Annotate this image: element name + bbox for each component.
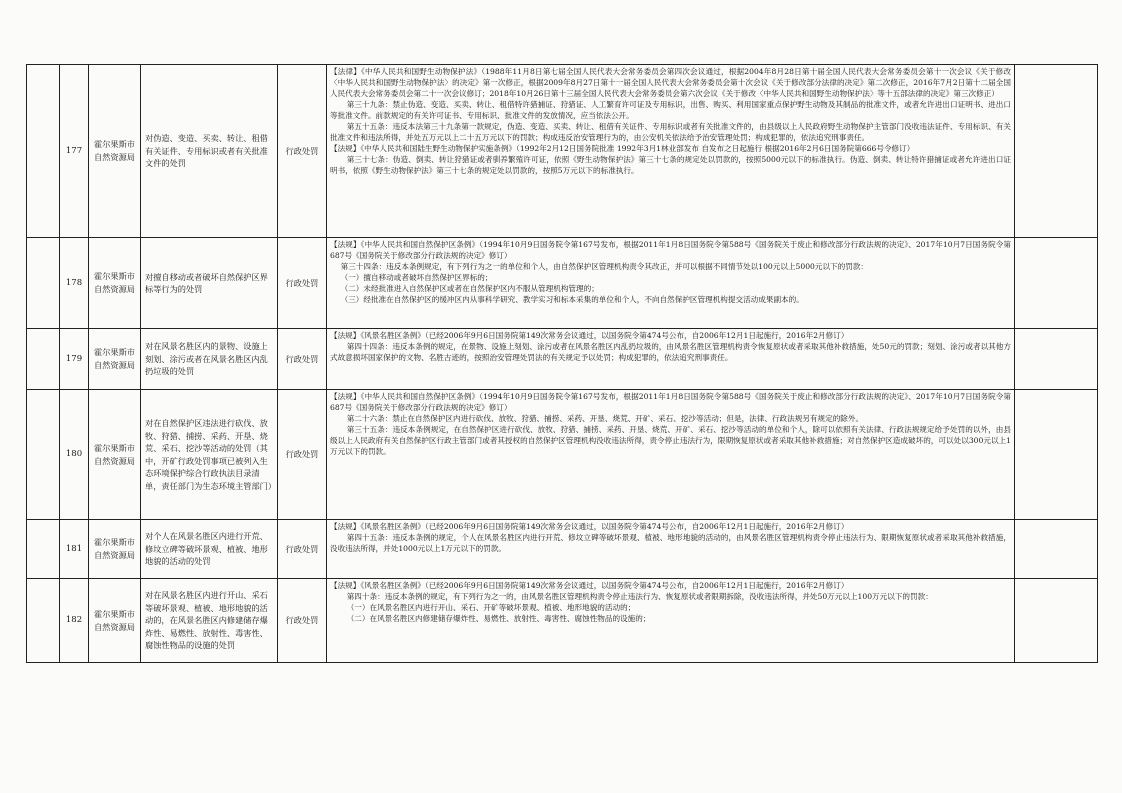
blank-cell: [1015, 390, 1098, 520]
basis-cell: [327, 238, 1015, 329]
basis-paragraph: 第四十条：违反本条例的规定，有下列行为之一的，由风景名胜区管理机构责令停止违法行为、恢复原状或者限期拆除，没收违法所得，并处50万元以上100万元以下的罚款：: [346, 592, 933, 601]
item-name-cell: 对在自然保护区违法进行砍伐、放牧、狩猎、捕捞、采药、开垦、烧荒、采石、挖沙等活动的处罚（其中，开矿行政处罚事项已被列入生态环境保护综合行政执法目录清单，责任部门为生态环境主管部门）: [141, 390, 278, 520]
table-row: [27, 65, 1098, 238]
row-number: 181: [60, 520, 89, 579]
department-cell: 霍尔果斯市自然资源局: [89, 579, 141, 663]
row-number: 182: [60, 579, 89, 663]
basis-paragraph: （一）擅自移动或者破坏自然保护区界标的；: [340, 273, 493, 282]
table-row: [27, 520, 1098, 579]
row-number: 177: [60, 65, 89, 238]
basis-paragraph: 第五十五条：违反本法第三十九条第一款规定，伪造、变造、买卖、转让、租借有关证件、专用标识或者有关批准文件的，由县级以上人民政府野生动物保护主管部门没收违法证件、专用标识、有关批准文件和违法所得，并处五万元以上二十五万元以下的罚款；构成违反治安管理行为的，由公安机关依法给予治安管理处罚；构成犯罪的，依法追究刑事责任。: [330, 122, 1011, 142]
basis-cell: [327, 65, 1015, 238]
blank-cell: [27, 520, 60, 579]
basis-paragraph: 【法律】《中华人民共和国野生动物保护法》（1988年11月8日第七届全国人民代表大会常务委员会第四次会议通过，根据2004年8月28日第十届全国人民代表大会常务委员会第十一次会议《关于修改〈中华人民共和国野生动物保护法〉的决定》第一次修正，根据2009年8月27日第十一届全国人民代表大会常务委员会第十次会议《关于修改部分法律的决定》第二次修正，2016年7月2日第十二届全国人民代表大会常务委员会第二十一次会议修订；2018年10月26日第十三届全国人民代表大会常务委员会第六次会议《关于修改〈中华人民共和国野生动物保护法〉等十五部法律的决定》第三次修正）: [330, 67, 1011, 98]
item-name-cell: 对在风景名胜区内进行开山、采石等破坏景观、植被、地形地貌的活动的，在风景名胜区内修建储存爆炸性、易燃性、放射性、毒害性、腐蚀性物品的设施的处罚: [141, 579, 278, 663]
blank-cell: [27, 390, 60, 520]
basis-paragraph: 【法规】《中华人民共和国陆生野生动物保护实施条例》（1992年2月12日国务院批准 1992年3月1林业部发布 自发布之日起施行 根据2016年2月6日国务院第666号令修订）: [330, 144, 915, 153]
table-row: [27, 238, 1098, 329]
row-number: 180: [60, 390, 89, 520]
basis-cell: [327, 390, 1015, 520]
basis-paragraph: 第三十五条：违反本条例规定，在自然保护区进行砍伐、放牧、狩猎、捕捞、采药、开垦、烧荒、开矿、采石、挖沙等活动的单位和个人，除可以依照有关法律、行政法规规定给予处罚的以外，由县级以上人民政府有关自然保护区行政主管部门或者其授权的自然保护区管理机构没收违法所得，责令停止违法行为，限期恢复原状或者采取其他补救措施；对自然保护区造成破坏的，可以处以300元以上1万元以下的罚款。: [330, 425, 1011, 456]
blank-cell: [27, 238, 60, 329]
blank-cell: [1015, 579, 1098, 663]
basis-cell: [327, 329, 1015, 390]
table-row: [27, 329, 1098, 390]
penalty-table: [26, 64, 1098, 663]
item-name-cell: 对个人在风景名胜区内进行开荒、修坟立碑等破坏景观、植被、地形地貌的活动的处罚: [141, 520, 278, 579]
basis-paragraph: 第四十四条：违反本条例的规定，在景物、设施上刻划、涂污或者在风景名胜区内乱扔垃圾的，由风景名胜区管理机构责令恢复原状或者采取其他补救措施，处50元的罚款；刻划、涂污或者以其他方式故意损坏国家保护的文物、名胜古迹的，按照治安管理处罚法的有关规定予以处罚；构成犯罪的，依法追究刑事责任。: [330, 342, 1011, 362]
basis-cell: [327, 579, 1015, 663]
kind-cell: 行政处罚: [278, 329, 327, 390]
department-cell: 霍尔果斯市自然资源局: [89, 329, 141, 390]
table-row: [27, 390, 1098, 520]
basis-cell: [327, 520, 1015, 579]
blank-cell: [1015, 520, 1098, 579]
basis-paragraph: （二）在风景名胜区内修建储存爆炸性、易燃性、放射性、毒害性、腐蚀性物品的设施的；: [346, 614, 651, 623]
basis-paragraph: （一）在风景名胜区内进行开山、采石、开矿等破坏景观、植被、地形地貌的活动的；: [346, 603, 636, 612]
basis-paragraph: 【法规】《风景名胜区条例》（已经2006年9月6日国务院第149次常务会议通过，以国务院令第474号公布，自2006年12月1日起施行，2016年2月修订）: [330, 331, 849, 340]
item-name-cell: 对伪造、变造、买卖、转让、租借有关证件、专用标识或者有关批准文件的处罚: [141, 65, 278, 238]
department-cell: 霍尔果斯市自然资源局: [89, 238, 141, 329]
basis-paragraph: 【法规】《中华人民共和国自然保护区条例》（1994年10月9日国务院令第167号发布，根据2011年1月8日国务院令第588号《国务院关于废止和修改部分行政法规的决定》、2017年10月7日国务院令第687号《国务院关于修改部分行政法规的决定》修订）: [330, 392, 1011, 412]
basis-paragraph: 第三十七条：伪造、倒卖、转让狩猎证或者驯养繁殖许可证，依照《野生动物保护法》第三十七条的规定处以罚款的，按照5000元以下的标准执行。伪造、倒卖、转让特许猎捕证或者允许进出口证明书，依照《野生动物保护法》第三十七条的规定处以罚款的，按照5万元以下的标准执行。: [330, 155, 1011, 175]
basis-paragraph: （二）未经批准进入自然保护区或者在自然保护区内不服从管理机构管理的；: [340, 284, 599, 293]
department-cell: 霍尔果斯市自然资源局: [89, 520, 141, 579]
table-row: [27, 579, 1098, 663]
blank-cell: [1015, 329, 1098, 390]
kind-cell: 行政处罚: [278, 579, 327, 663]
basis-paragraph: 【法规】《风景名胜区条例》（已经2006年9月6日国务院第149次常务会议通过，以国务院令第474号公布，自2006年12月1日起施行，2016年2月修订）: [330, 522, 849, 531]
kind-cell: 行政处罚: [278, 520, 327, 579]
basis-paragraph: 第三十九条：禁止伪造、变造、买卖、转让、租借特许猎捕证、狩猎证、人工繁育许可证及专用标识，出售、购买、利用国家重点保护野生动物及其制品的批准文件，或者允许进出口证明书、进出口等批准文件。前款规定的有关许可证书、专用标识、批准文件的发放情况，应当依法公开。: [330, 100, 1011, 120]
blank-cell: [27, 329, 60, 390]
item-name-cell: 对在风景名胜区内的景物、设施上刻划、涂污或者在风景名胜区内乱扔垃圾的处罚: [141, 329, 278, 390]
item-name-cell: 对擅自移动或者破坏自然保护区界标等行为的处罚: [141, 238, 278, 329]
kind-cell: 行政处罚: [278, 65, 327, 238]
basis-paragraph: （三）经批准在自然保护区的缓冲区内从事科学研究、教学实习和标本采集的单位和个人，不向自然保护区管理机构提交活动成果副本的。: [340, 295, 804, 304]
basis-paragraph: 【法规】《中华人民共和国自然保护区条例》（1994年10月9日国务院令第167号发布，根据2011年1月8日国务院令第588号《国务院关于废止和修改部分行政法规的决定》、2017年10月7日国务院令第687号《国务院关于修改部分行政法规的决定》修订）: [330, 240, 1011, 260]
department-cell: 霍尔果斯市自然资源局: [89, 390, 141, 520]
blank-cell: [1015, 65, 1098, 238]
kind-cell: 行政处罚: [278, 238, 327, 329]
row-number: 179: [60, 329, 89, 390]
basis-paragraph: 第二十六条：禁止在自然保护区内进行砍伐、放牧、狩猎、捕捞、采药、开垦、烧荒、开矿、采石、挖沙等活动；但是，法律、行政法规另有规定的除外。: [346, 414, 864, 423]
blank-cell: [1015, 238, 1098, 329]
kind-cell: 行政处罚: [278, 390, 327, 520]
basis-paragraph: 第四十五条：违反本条例的规定，个人在风景名胜区内进行开荒、修坟立碑等破坏景观、植被、地形地貌的活动的，由风景名胜区管理机构责令停止违法行为、限期恢复原状或者采取其他补救措施，没收违法所得，并处1000元以上1万元以下的罚款。: [330, 533, 1011, 553]
basis-paragraph: 第三十四条：违反本条例规定，有下列行为之一的单位和个人，由自然保护区管理机构责令其改正，并可以根据不同情节处以100元以上5000元以下的罚款：: [340, 262, 869, 271]
blank-cell: [27, 65, 60, 238]
blank-cell: [27, 579, 60, 663]
department-cell: 霍尔果斯市自然资源局: [89, 65, 141, 238]
row-number: 178: [60, 238, 89, 329]
basis-paragraph: 【法规】《风景名胜区条例》（已经2006年9月6日国务院第149次常务会议通过，以国务院令第474号公布，自2006年12月1日起施行，2016年2月修订）: [330, 581, 849, 590]
